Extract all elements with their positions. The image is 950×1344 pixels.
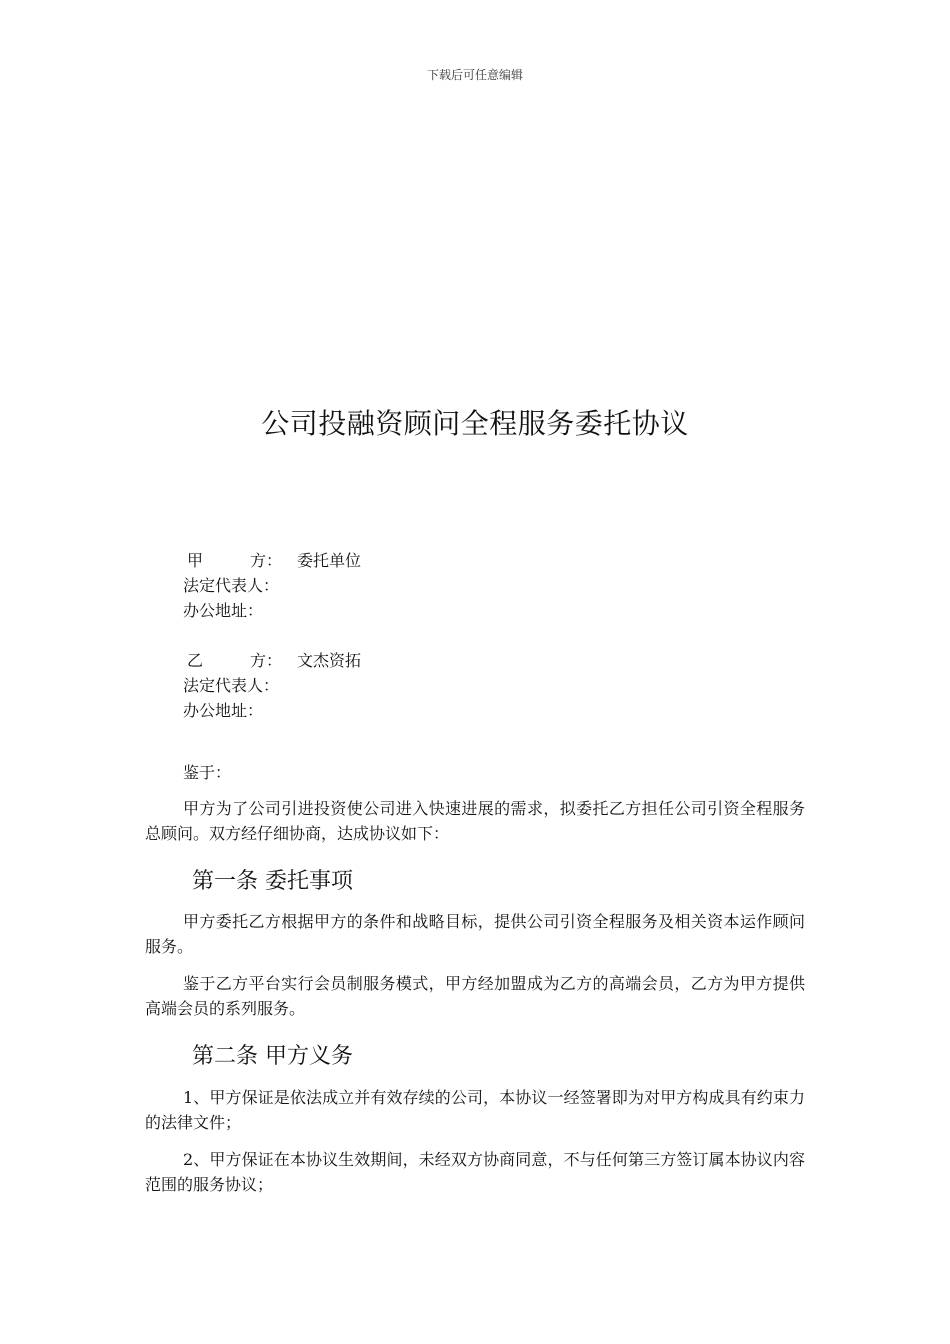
article-2-paragraph-2: 2、甲方保证在本协议生效期间，未经双方协商同意，不与任何第三方签订属本协议内容范围的服务协议； — [145, 1150, 805, 1194]
whereas-label: 鉴于： — [183, 763, 232, 782]
party-a-value: 委托单位 — [297, 551, 362, 570]
party-a-address-label: 办公地址： — [183, 601, 264, 620]
article-2-title: 第二条 甲方义务 — [192, 1044, 353, 1069]
article-1-paragraph-1: 甲方委托乙方根据甲方的条件和战略目标，提供公司引资全程服务及相关资本运作顾问服务。 — [145, 912, 805, 956]
party-a-rep-label: 法定代表人： — [183, 576, 280, 595]
party-b-label: 乙 — [187, 651, 204, 670]
article-2-paragraph-1: 1、甲方保证是依法成立并有效存续的公司，本协议一经签署即为对甲方构成具有约束力的法律文件； — [145, 1088, 805, 1132]
party-b-address-label: 办公地址： — [183, 701, 264, 720]
party-a-label: 甲 — [187, 551, 204, 570]
document-title: 公司投融资顾问全程服务委托协议 — [261, 407, 689, 440]
article-1-title: 第一条 委托事项 — [192, 869, 353, 894]
party-b-rep-label: 法定代表人： — [183, 676, 280, 695]
party-a-colon-label: 方： — [250, 551, 283, 570]
page-header-note: 下载后可任意编辑 — [426, 68, 523, 82]
article-1-paragraph-2: 鉴于乙方平台实行会员制服务模式，甲方经加盟成为乙方的高端会员，乙方为甲方提供高端会员的系列服务。 — [145, 974, 805, 1018]
party-b-value: 文杰资拓 — [297, 651, 362, 670]
party-b-colon-label: 方： — [250, 651, 283, 670]
intro-paragraph: 甲方为了公司引进投资使公司进入快速进展的需求，拟委托乙方担任公司引资全程服务总顾问。双方经仔细协商，达成协议如下： — [145, 799, 805, 843]
